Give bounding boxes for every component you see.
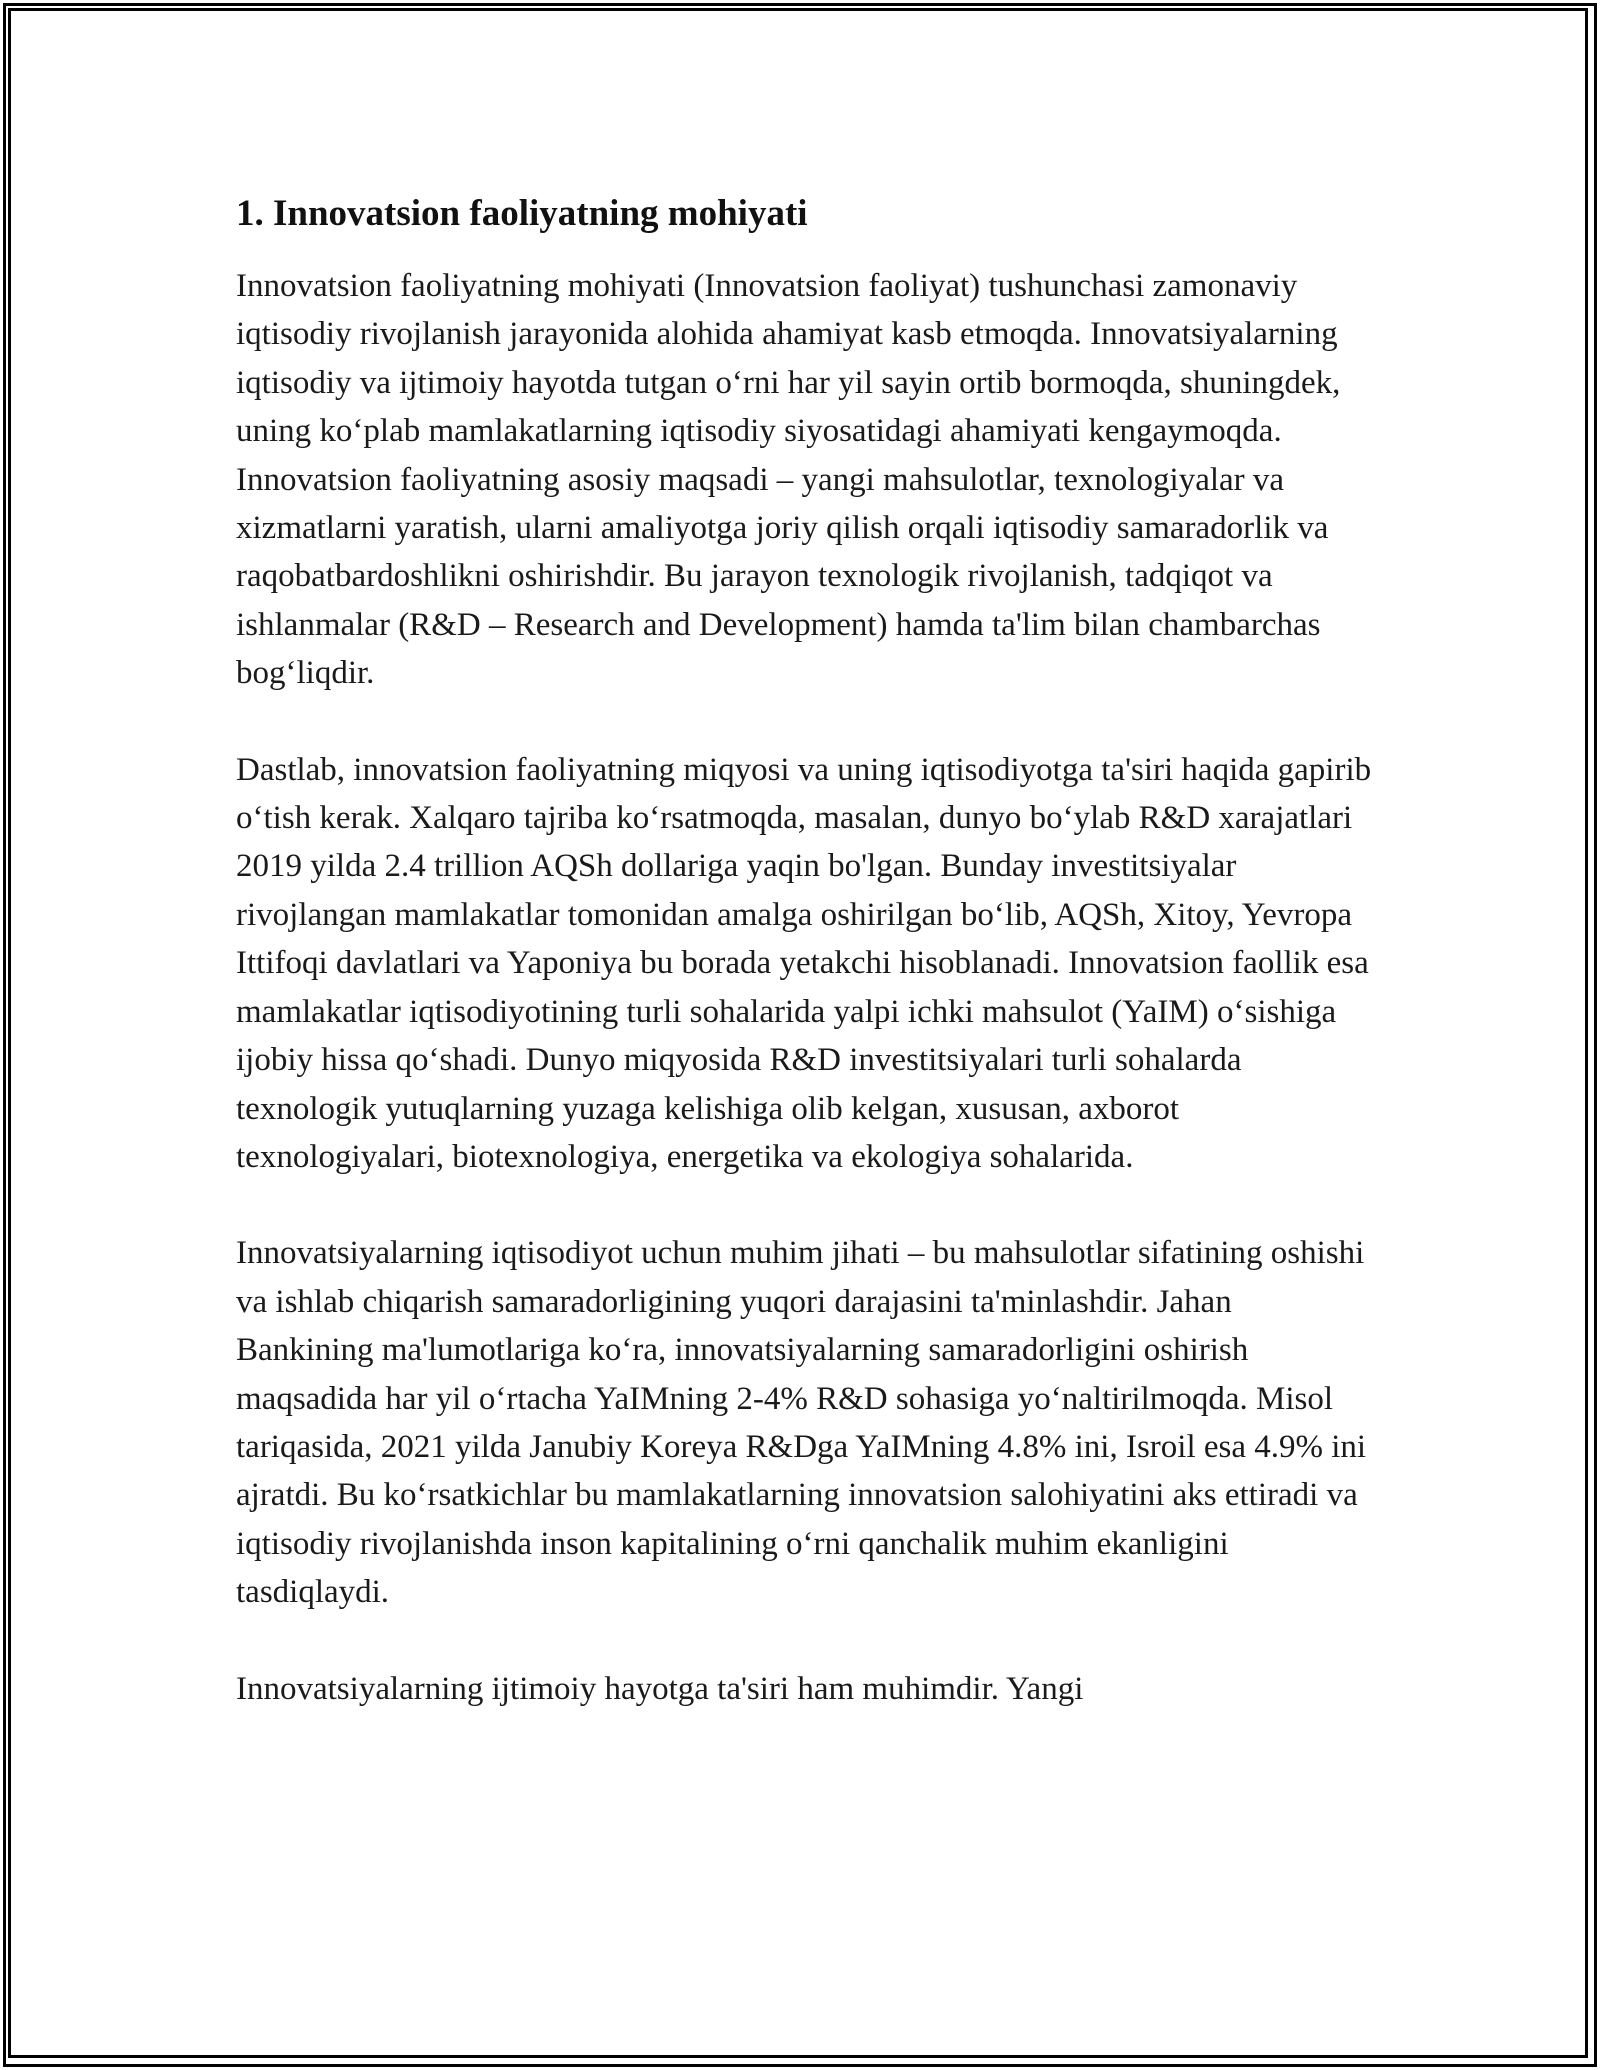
section-heading: 1. Innovatsion faoliyatning mohiyati <box>236 193 808 234</box>
document-body <box>236 188 1376 1761</box>
paragraph-2: Dastlab, innovatsion faoliyatning miqyosi va uning iqtisodiyotga ta'siri haqida gapirib o‘tish kerak. Xalqaro tajriba ko‘rsatmoqda, masalan, dunyo bo‘ylab R&D xarajatlari 2019 yilda 2.4 trillion AQSh dollariga yaqin bo'lgan. Bunday investitsiyalar rivojlangan mamlakatlar tomonidan amalga oshirilgan bo‘lib, AQSh, Xitoy, Yevropa Ittifoqi davlatlari va Yaponiya bu borada yetakchi hisoblanadi. Innovatsion faollik esa mamlakatlar iqtisodiyotining turli sohalarida yalpi ichki mahsulot (YaIM) o‘sishiga ijobiy hissa qo‘shadi. Dunyo miqyosida R&D investitsiyalari turli sohalarda texnologik yutuqlarning yuzaga kelishiga olib kelgan, xususan, axborot texnologiyalari, biotexnologiya, energetika va ekologiya sohalarida. <box>236 751 1372 1175</box>
paragraph-1: Innovatsion faoliyatning mohiyati (Innovatsion faoliyat) tushunchasi zamonaviy iqtisodiy rivojlanish jarayonida alohida ahamiyat kasb etmoqda. Innovatsiyalarning iqtisodiy va ijtimoiy hayotda tutgan o‘rni har yil sayin ortib bormoqda, shuningdek, uning ko‘plab mamlakatlarning iqtisodiy siyosatidagi ahamiyati kengaymoqda. Innovatsion faoliyatning asosiy maqsadi – yangi mahsulotlar, texnologiyalar va xizmatlarni yaratish, ularni amaliyotga joriy qilish orqali iqtisodiy samaradorlik va raqobatbardoshlikni oshirishdir. Bu jarayon texnologik rivojlanish, tadqiqot va ishlanmalar (R&D – Research and Development) hamda ta'lim bilan chambarchas bog‘liqdir. <box>236 268 1341 692</box>
paragraph-3: Innovatsiyalarning iqtisodiyot uchun muhim jihati – bu mahsulotlar sifatining oshishi va ishlab chiqarish samaradorligining yuqori darajasini ta'minlashdir. Jahan Bankining ma'lumotlariga ko‘ra, innovatsiyalarning samaradorligini oshirish maqsadida har yil o‘rtacha YaIMning 2-4% R&D sohasiga yo‘naltirilmoqda. Misol tariqasida, 2021 yilda Janubiy Koreya R&Dga YaIMning 4.8% ini, Isroil esa 4.9% ini ajratdi. Bu ko‘rsatkichlar bu mamlakatlarning innovatsion salohiyatini aks ettiradi va iqtisodiy rivojlanishda inson kapitalining o‘rni qanchalik muhim ekanligini tasdiqlaydi. <box>236 1235 1367 1611</box>
paragraph-4: Innovatsiyalarning ijtimoiy hayotga ta'siri ham muhimdir. Yangi <box>236 1670 1084 1707</box>
